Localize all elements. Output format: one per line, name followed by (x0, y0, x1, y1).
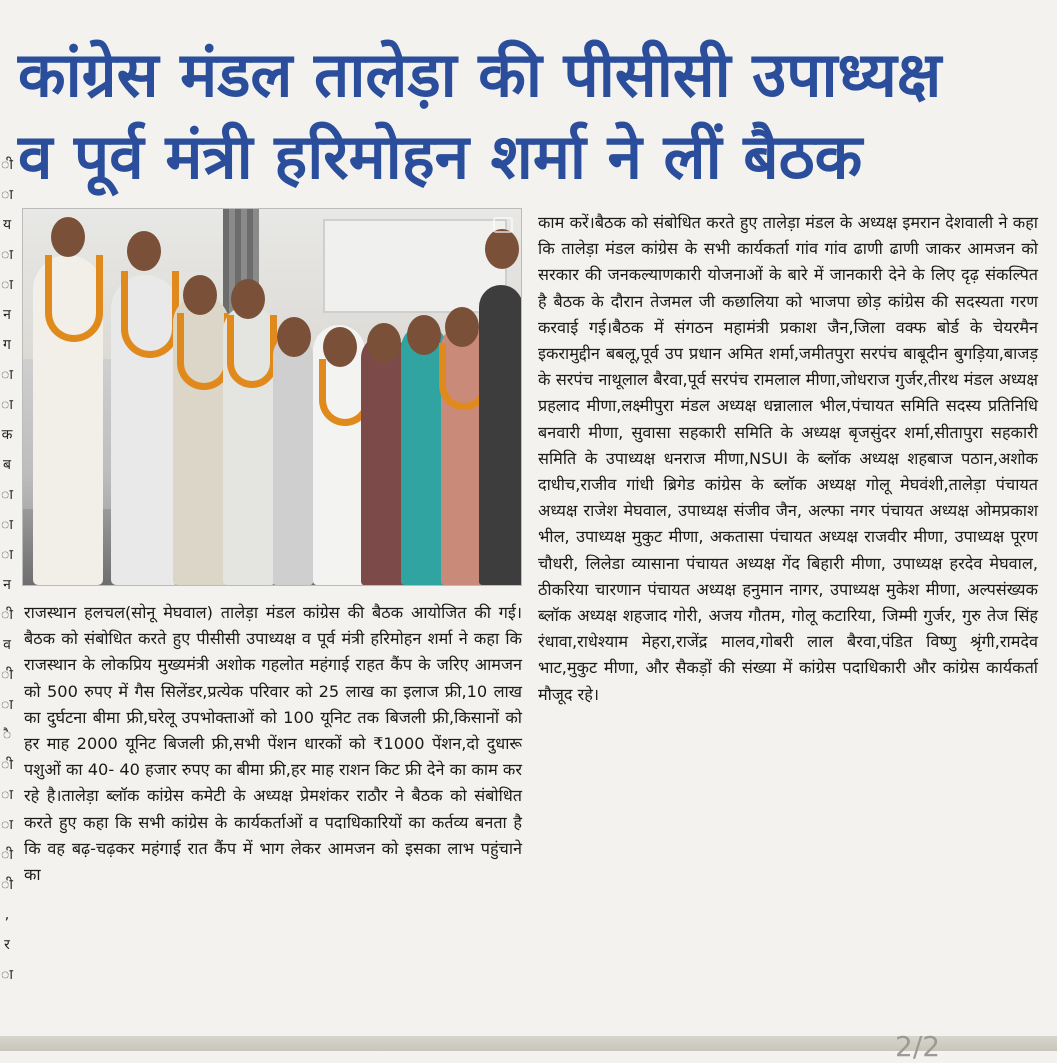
cutoff-glyph: ा (1, 397, 13, 413)
cutoff-glyph: य (2, 217, 12, 233)
cutoff-glyph: र (4, 937, 10, 953)
photo-head (277, 317, 311, 357)
cutoff-glyph: ी (1, 847, 13, 863)
cutoff-glyph: ै (2, 727, 12, 743)
cutoff-glyph: व (3, 637, 11, 653)
photo-head (407, 315, 441, 355)
cutoff-glyph: ा (1, 787, 13, 803)
cutoff-glyph: ब (3, 457, 11, 473)
photo-head (445, 307, 479, 347)
cutoff-glyph: ी (1, 757, 13, 773)
headline-line-2: व पूर्व मंत्री हरिमोहन शर्मा ने लीं बैठक (18, 120, 863, 193)
cutoff-glyph: ग (3, 337, 11, 353)
photo-head (51, 217, 85, 257)
photo-head (367, 323, 401, 363)
cutoff-glyph: न (3, 307, 11, 323)
page-number: 2/2 (895, 1030, 941, 1063)
photo-person (273, 335, 313, 585)
cutoff-glyph: ी (1, 877, 13, 893)
article-paragraph: राजस्थान हलचल(सोनू मेघवाल) तालेड़ा मंडल कांग्रेस की बैठक आयोजित की गई।बैठक को संबोधित करते हुए पीसीसी उपाध्यक्ष व पूर्व मंत्री हरिमोहन शर्मा ने कहा कि राजस्थान के लोकप्रिय मुख्यमंत्री अशोक गहलोत महंगाई राहत कैंप के जरिए आमजन को 500 रुपए में गैस सिलेंडर,प्रत्येक परिवार को 25 लाख का इलाज फ्री,10 लाख का दुर्घटना बीमा फ्री,घरेलू उपभोक्ताओं को 100 यूनिट तक बिजली फ्री,किसानों को हर माह 2000 यूनिट बिजली फ्री,सभी पेंशन धारकों को ₹1000 पेंशन,दो दुधारू पशुओं का 40- 40 हजार रुपए का बीमा फ्री,हर माह राशन किट फ्री देने का काम कर रहे है।तालेड़ा ब्लॉक कांग्रेस कमेटी के अध्यक्ष प्रेमशंकर राठौर ने बैठक को संबोधित करते हुए कहा कि सभी कांग्रेस के कार्यकर्ताओं व पदाधिकारियों का कर्तव्य बनता है कि वह बढ़-चढ़कर महंगाई रात कैंप में भाग लेकर आमजन को इसका लाभ पहुंचाने का (24, 603, 522, 885)
cutoff-glyph: ी (1, 607, 13, 623)
photo-head (183, 275, 217, 315)
cutoff-glyph: न (3, 577, 11, 593)
cutoff-glyph: ा (1, 187, 13, 203)
photo-head (127, 231, 161, 271)
cutoff-glyph: ा (1, 817, 13, 833)
meeting-photo (22, 208, 522, 586)
cutoff-glyph: , (4, 907, 10, 923)
cutoff-glyph: ी (1, 667, 13, 683)
photo-person (479, 285, 522, 585)
article-paragraph: काम करें।बैठक को संबोधित करते हुए तालेड़ा मंडल के अध्यक्ष इमरान देशवाली ने कहा कि तालेड़ा मंडल कांग्रेस के सभी कार्यकर्ता गांव गांव ढाणी ढाणी जाकर आमजन को सरकार की जनकल्याणकारी योजनाओं के बारे में जानकारी देने के लिए दृढ़ संकल्पित है बैठक के दौरान तेजमल जी कछालिया को भाजपा छोड़ कांग्रेस की सदस्यता गरण करवाई गई।बैठक में संगठन महामंत्री प्रकाश जैन,जिला वक्फ बोर्ड के चेयरमैन इकरामुद्दीन बबलू,पूर्व उप प्रधान अमित शर्मा,जमीतपुरा सरपंच बाबूदीन बुगड़िया,बाजड़ के सरपंच नाथूलाल बैरवा,पूर्व सरपंच रामलाल मीणा,जोधराज गुर्जर,तीरथ मंडल अध्यक्ष प्रहलाद मीणा,लक्ष्मीपुरा मंडल अध्यक्ष धन्नालाल भील,पंचायत समिति सदस्य प्रतिनिधि बनवारी मीणा, सुवासा सहकारी समिति के अध्यक्ष बृजसुंदर शर्मा,सीतापुरा सहकारी समिति के उपाध्यक्ष धनराज मीणा,NSUI के ब्लॉक अध्यक्ष शहबाज पठान,अशोक दाधीच,राजीव गांधी ब्रिगेड कांग्रेस के ब्लॉक अध्यक्ष गोलू मेघवंशी,तालेड़ा पंचायत अध्यक्ष राजेश मेघवाल, उपाध्यक्ष संजीव जैन, अल्फा नगर पंचायत अध्यक्ष ओमप्रकाश भील, उपाध्यक्ष मुकुट मीणा, अकतासा पंचायत अध्यक्ष राजवीर मीणा, उपाध्यक्ष पूरण चौधरी, लिलेडा व्यासाना पंचायत अध्यक्ष गेंद बिहारी मीणा, उपाध्यक्ष हरदेव मेघवाल, ठीकरिया चारणान पंचायत अध्यक्ष हनुमान नागर, उपाध्यक्ष मुकेश मीणा, अल्पसंख्यक ब्लॉक अध्यक्ष शहजाद गोरी, अजय गौतम, गोलू कटारिया, जिम्मी गुर्जर, गुरु तेज सिंह रंधावा,राधेश्याम मेहरा,राजेंद्र मालव,गोबरी लाल बैरवा,पंडित विष्णु श्रृंगी,रामदेव भाट,मुकुट मीणा, और सैकड़ों की संख्या में कांग्रेस पदाधिकारी और कांग्रेस कार्यकर्ता मौजूद रहे। (538, 213, 1038, 704)
photo-head (485, 229, 519, 269)
camera-icon (493, 217, 513, 233)
cutoff-glyph: ा (1, 277, 13, 293)
cutoff-glyph: ा (1, 967, 13, 983)
article-right-column (538, 210, 1038, 708)
cutoff-glyph: क (1, 427, 13, 443)
cutoff-glyph: ा (1, 547, 13, 563)
headline-line-1: कांग्रेस मंडल तालेड़ा की पीसीसी उपाध्यक्ष (18, 38, 942, 111)
cutoff-glyph: ा (1, 487, 13, 503)
cutoff-glyph: ा (1, 697, 13, 713)
cutoff-glyph: ा (1, 247, 13, 263)
headline (18, 34, 1048, 198)
cutoff-glyph: ा (1, 517, 13, 533)
adjacent-column-cutoff (0, 150, 14, 1020)
article-left-column (24, 600, 522, 888)
photo-head (231, 279, 265, 319)
garland-icon (45, 255, 103, 342)
garland-icon (227, 315, 277, 388)
cutoff-glyph: ी (1, 157, 13, 173)
cutoff-glyph: ा (1, 367, 13, 383)
garland-icon (121, 271, 179, 358)
